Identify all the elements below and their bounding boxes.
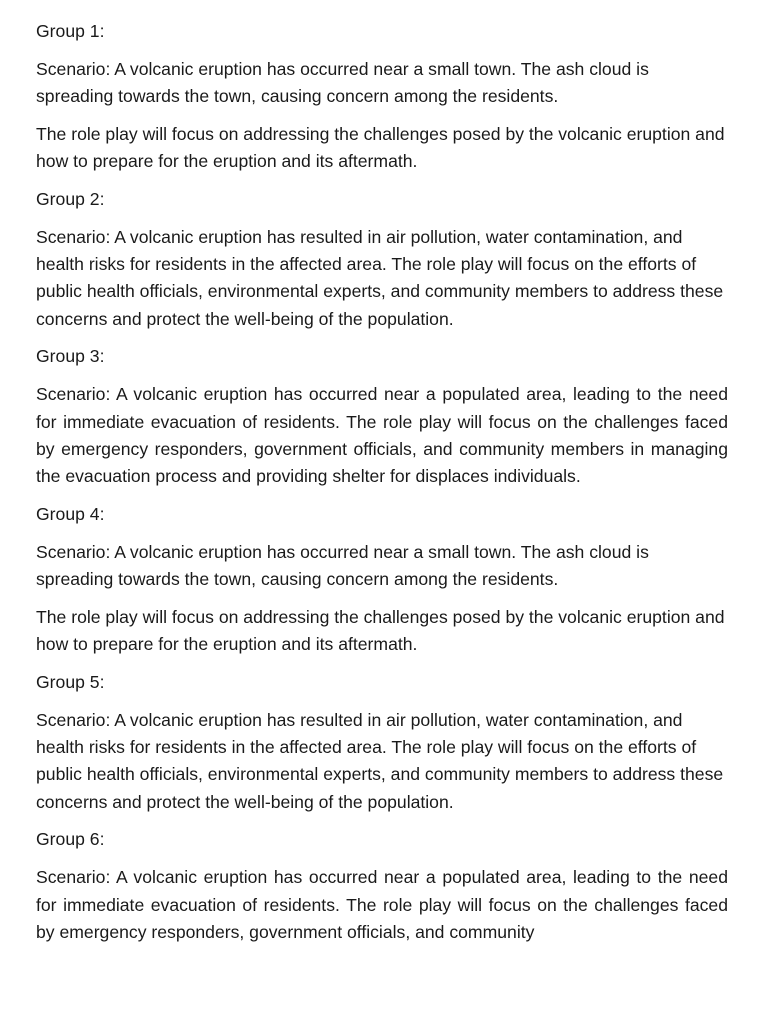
group-1-roleplay-focus: The role play will focus on addressing the challenges posed by the volcanic eruption and how to prepare for the eruption and its aftermath. (36, 123, 725, 172)
group-4-roleplay-focus: The role play will focus on addressing the challenges posed by the volcanic eruption and how to prepare for the eruption and its aftermath. (36, 606, 725, 655)
group-4-scenario: Scenario: A volcanic eruption has occurred near a small town. The ash cloud is spreading towards the town, causing concern among the residents. (36, 541, 649, 590)
group-6-scenario: Scenario: A volcanic eruption has occurred near a populated area, leading to the need for immediate evacuation of residents. The role play will focus on the challenges faced by emergency responders, government officials, and community (36, 867, 728, 942)
group-5-scenario: Scenario: A volcanic eruption has resulted in air pollution, water contamination, and health risks for residents in the affected area. The role play will focus on the efforts of public health officials, environmental experts, and community members to address these concerns and protect the well-being of the population. (36, 709, 724, 812)
group-3-heading: Group 3: (36, 346, 105, 367)
group-1-scenario: Scenario: A volcanic eruption has occurred near a small town. The ash cloud is spreading towards the town, causing concern among the residents. (36, 58, 649, 107)
group-5-heading: Group 5: (36, 671, 105, 692)
document-page (36, 18, 728, 957)
group-4-heading: Group 4: (36, 503, 105, 524)
group-2-scenario: Scenario: A volcanic eruption has resulted in air pollution, water contamination, and health risks for residents in the affected area. The role play will focus on the efforts of public health officials, environmental experts, and community members to address these concerns and protect the well-being of the population. (36, 226, 724, 329)
group-1-heading: Group 1: (36, 21, 105, 41)
group-3-scenario: Scenario: A volcanic eruption has occurred near a populated area, leading to the need for immediate evacuation of residents. The role play will focus on the challenges faced by emergency responders, government officials, and community members in managing the evacuation process and providing shelter for displaces individuals. (36, 384, 728, 487)
group-6-heading: Group 6: (36, 829, 105, 850)
group-2-heading: Group 2: (36, 188, 105, 209)
